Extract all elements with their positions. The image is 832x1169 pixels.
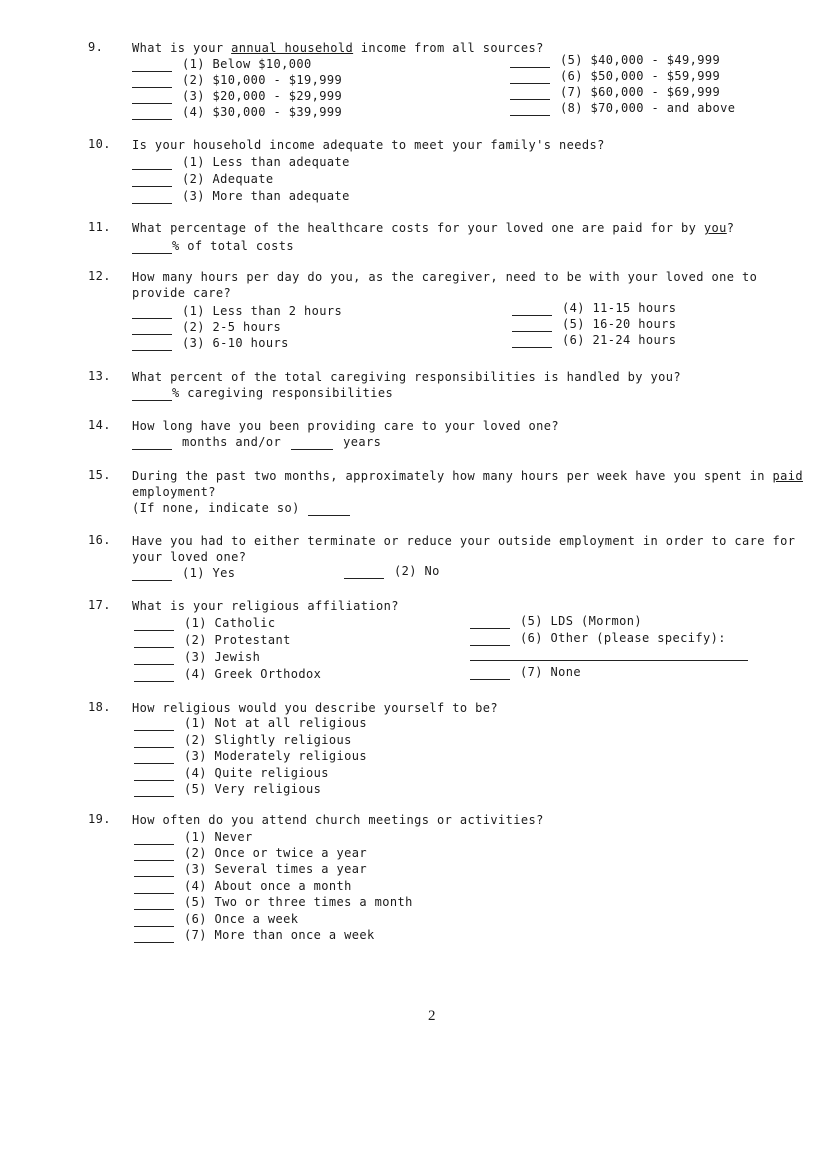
years-label: years xyxy=(343,435,382,449)
answer-blank[interactable] xyxy=(510,73,550,84)
option-label: (7) $60,000 - $69,999 xyxy=(560,85,721,99)
option-q19-7[interactable] xyxy=(134,927,375,943)
answer-blank[interactable] xyxy=(134,866,174,877)
option-label: (4) 11-15 hours xyxy=(562,301,677,315)
q11-answer[interactable] xyxy=(132,238,294,254)
question-text: Is your household income adequate to meet your family's needs? xyxy=(132,138,605,152)
option-label: (2) Protestant xyxy=(184,633,291,647)
answer-label: % of total costs xyxy=(172,239,294,253)
answer-blank[interactable] xyxy=(132,324,172,335)
answer-blank[interactable] xyxy=(134,899,174,910)
question-text-part: What is your xyxy=(132,41,232,55)
question-text: How long have you been providing care to your loved one? xyxy=(132,419,559,433)
option-q18-4[interactable] xyxy=(134,765,329,781)
option-q10-2[interactable] xyxy=(132,171,274,187)
option-q12-4[interactable] xyxy=(512,300,676,316)
answer-blank[interactable] xyxy=(134,671,174,682)
option-label: (5) 16-20 hours xyxy=(562,317,677,331)
question-text: Have you had to either terminate or reduce your outside employment in order to care for your loved one? xyxy=(132,534,796,564)
option-q9-1[interactable] xyxy=(132,56,312,72)
option-q17-2[interactable] xyxy=(134,632,291,648)
answer-blank[interactable] xyxy=(134,932,174,943)
question-text: How religious would you describe yourself to be? xyxy=(132,701,498,715)
question-text: What percent of the total caregiving responsibilities is handled by you? xyxy=(132,370,681,384)
option-label: (4) Greek Orthodox xyxy=(184,667,322,681)
underlined-emphasis: annual household xyxy=(231,41,354,55)
answer-blank[interactable] xyxy=(132,77,172,88)
answer-blank[interactable] xyxy=(308,505,350,516)
option-q16-no[interactable] xyxy=(344,563,440,579)
question-number: 15. xyxy=(88,468,111,482)
question-number: 14. xyxy=(88,418,111,432)
answer-blank[interactable] xyxy=(134,753,174,764)
answer-blank[interactable] xyxy=(510,89,550,100)
option-label: (2) $10,000 - $19,999 xyxy=(182,73,343,87)
page-number: 2 xyxy=(428,1008,436,1024)
answer-blank[interactable] xyxy=(134,883,174,894)
option-label: (5) Two or three times a month xyxy=(184,895,413,909)
option-q10-3[interactable] xyxy=(132,188,350,204)
question-number: 18. xyxy=(88,700,111,714)
years-blank[interactable] xyxy=(291,439,333,450)
option-q12-3[interactable] xyxy=(132,335,289,351)
option-label: (1) Less than 2 hours xyxy=(182,304,343,318)
underlined-emphasis: you xyxy=(703,221,727,235)
question-number: 19. xyxy=(88,812,111,826)
option-label: (3) 6-10 hours xyxy=(182,336,289,350)
option-q9-5[interactable] xyxy=(510,52,720,68)
answer-blank[interactable] xyxy=(132,176,172,187)
answer-blank[interactable] xyxy=(134,620,174,631)
answer-blank[interactable] xyxy=(132,61,172,72)
option-q12-1[interactable] xyxy=(132,303,342,319)
answer-blank[interactable] xyxy=(132,390,172,401)
underlined-emphasis: paid xyxy=(772,469,803,483)
answer-blank[interactable] xyxy=(134,720,174,731)
question-text: What is your religious affiliation? xyxy=(132,599,399,613)
answer-blank[interactable] xyxy=(132,570,172,581)
question-number: 13. xyxy=(88,369,111,383)
option-q9-7[interactable] xyxy=(510,84,720,100)
question-text-part: During the past two months, approximately how many hours per week have you spent in xyxy=(132,469,773,483)
option-q17-1[interactable] xyxy=(134,615,276,631)
answer-blank[interactable] xyxy=(134,770,174,781)
option-q17-6[interactable] xyxy=(470,630,726,646)
option-q9-8[interactable] xyxy=(510,100,735,116)
question-number: 12. xyxy=(88,269,111,283)
answer-blank[interactable] xyxy=(470,618,510,629)
option-label: (4) $30,000 - $39,999 xyxy=(182,105,343,119)
question-text-part: employment? xyxy=(132,485,216,499)
question-number: 16. xyxy=(88,533,111,547)
option-label: (7) More than once a week xyxy=(184,928,375,942)
option-label: (4) About once a month xyxy=(184,879,352,893)
option-q18-2[interactable] xyxy=(134,732,352,748)
q13-answer[interactable] xyxy=(132,385,393,401)
option-q16-yes[interactable] xyxy=(132,565,235,581)
question-text-part: What percentage of the healthcare costs for your loved one are paid for by xyxy=(132,221,704,235)
option-label: (1) Not at all religious xyxy=(184,716,367,730)
answer-blank[interactable] xyxy=(134,916,174,927)
option-q12-6[interactable] xyxy=(512,332,676,348)
answer-blank[interactable] xyxy=(512,321,552,332)
option-q18-5[interactable] xyxy=(134,781,321,797)
answer-blank[interactable] xyxy=(512,305,552,316)
option-label: (5) LDS (Mormon) xyxy=(520,614,642,628)
option-q19-4[interactable] xyxy=(134,878,352,894)
question-text-part: income from all sources? xyxy=(353,41,544,55)
answer-blank[interactable] xyxy=(470,669,510,680)
answer-blank[interactable] xyxy=(134,637,174,648)
option-label: (5) $40,000 - $49,999 xyxy=(560,53,721,67)
option-label: (1) Yes xyxy=(182,566,236,580)
option-label: (6) 21-24 hours xyxy=(562,333,677,347)
answer-blank[interactable] xyxy=(510,57,550,68)
answer-blank[interactable] xyxy=(134,850,174,861)
option-q19-6[interactable] xyxy=(134,911,298,927)
answer-blank[interactable] xyxy=(470,635,510,646)
answer-label: % caregiving responsibilities xyxy=(172,386,394,400)
option-label: (7) None xyxy=(520,665,581,679)
answer-blank[interactable] xyxy=(132,93,172,104)
answer-blank[interactable] xyxy=(134,786,174,797)
option-q9-2[interactable] xyxy=(132,72,342,88)
option-q19-1[interactable] xyxy=(134,829,253,845)
question-text-part: ? xyxy=(726,221,735,235)
option-label: (2) Once or twice a year xyxy=(184,846,367,860)
option-label: (1) Catholic xyxy=(184,616,276,630)
answer-blank[interactable] xyxy=(134,834,174,845)
option-q18-1[interactable] xyxy=(134,715,367,731)
months-label: months and/or xyxy=(182,435,282,449)
question-text xyxy=(132,220,812,236)
answer-blank[interactable] xyxy=(132,308,172,319)
answer-blank[interactable] xyxy=(134,737,174,748)
option-label: (1) Below $10,000 xyxy=(182,57,312,71)
option-label: (3) Moderately religious xyxy=(184,749,367,763)
question-number: 17. xyxy=(88,598,111,612)
option-q18-3[interactable] xyxy=(134,748,367,764)
option-q10-1[interactable] xyxy=(132,154,350,170)
option-q17-4[interactable] xyxy=(134,666,321,682)
option-label: (6) Other (please specify): xyxy=(520,631,726,645)
option-label: (2) Slightly religious xyxy=(184,733,352,747)
option-label: (8) $70,000 - and above xyxy=(560,101,736,115)
option-q12-2[interactable] xyxy=(132,319,281,335)
option-label: (6) Once a week xyxy=(184,912,299,926)
question-number: 11. xyxy=(88,220,111,234)
option-q19-3[interactable] xyxy=(134,861,367,877)
option-q17-7[interactable] xyxy=(470,664,581,680)
option-label: (6) $50,000 - $59,999 xyxy=(560,69,721,83)
option-label: (2) No xyxy=(394,564,440,578)
answer-blank[interactable] xyxy=(510,105,550,116)
option-label: (4) Quite religious xyxy=(184,766,329,780)
option-q9-3[interactable] xyxy=(132,88,342,104)
answer-blank[interactable] xyxy=(132,243,172,254)
option-q19-2[interactable] xyxy=(134,845,367,861)
option-label: (2) 2-5 hours xyxy=(182,320,282,334)
option-label: (5) Very religious xyxy=(184,782,322,796)
if-none-label: (If none, indicate so) xyxy=(132,501,300,515)
option-label: (3) $20,000 - $29,999 xyxy=(182,89,343,103)
answer-blank[interactable] xyxy=(512,337,552,348)
answer-blank[interactable] xyxy=(132,340,172,351)
q14-answer[interactable] xyxy=(132,434,381,450)
answer-blank[interactable] xyxy=(132,193,172,204)
option-q17-5[interactable] xyxy=(470,613,642,629)
option-label: (1) Never xyxy=(184,830,253,844)
answer-blank[interactable] xyxy=(132,109,172,120)
option-q9-6[interactable] xyxy=(510,68,720,84)
option-q17-3[interactable] xyxy=(134,649,260,665)
answer-blank[interactable] xyxy=(344,568,384,579)
question-number: 10. xyxy=(88,137,111,151)
option-q9-4[interactable] xyxy=(132,104,342,120)
question-text: How many hours per day do you, as the caregiver, need to be with your loved one to provide care? xyxy=(132,270,758,300)
question-text: How often do you attend church meetings or activities? xyxy=(132,813,544,827)
option-label: (3) Jewish xyxy=(184,650,261,664)
option-label: (3) More than adequate xyxy=(182,189,350,203)
option-label: (2) Adequate xyxy=(182,172,274,186)
answer-blank[interactable] xyxy=(134,654,174,665)
option-q12-5[interactable] xyxy=(512,316,676,332)
question-number: 9. xyxy=(88,40,104,54)
question-text xyxy=(132,468,812,500)
months-blank[interactable] xyxy=(132,439,172,450)
option-q19-5[interactable] xyxy=(134,894,413,910)
option-label: (3) Several times a year xyxy=(184,862,367,876)
option-label: (1) Less than adequate xyxy=(182,155,350,169)
answer-blank[interactable] xyxy=(132,159,172,170)
q15-answer[interactable] xyxy=(132,500,354,516)
specify-other-line[interactable] xyxy=(470,659,748,661)
